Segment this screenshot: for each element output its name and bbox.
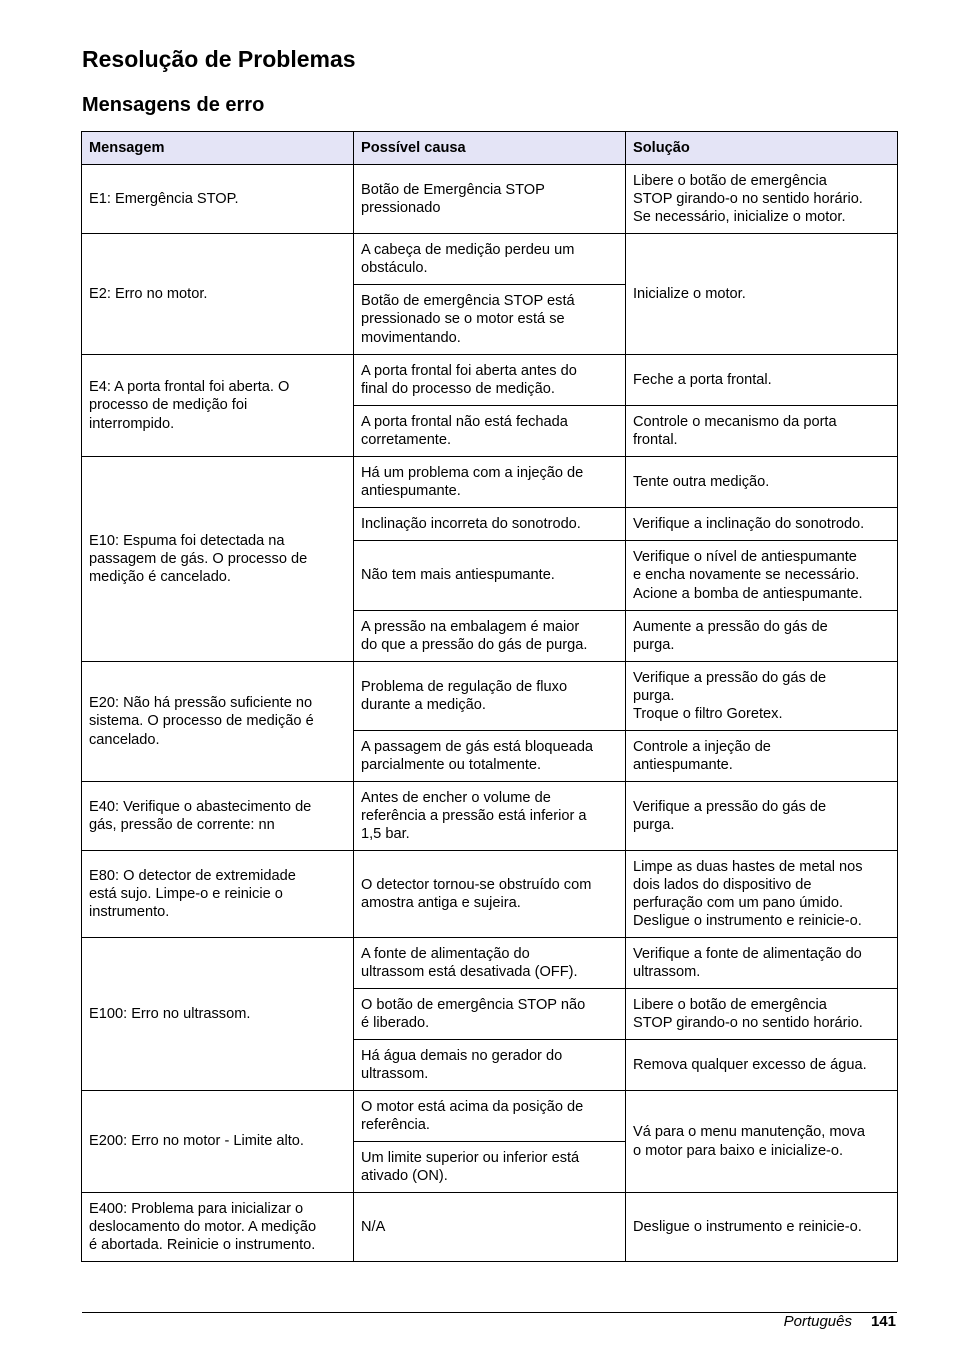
- cause-cell: Problema de regulação de fluxo durante a medição.: [354, 662, 626, 731]
- table-row: [82, 662, 898, 731]
- solution-cell: Limpe as duas hastes de metal nos dois lados do dispositivo de perfuração com um pano úmido. Desligue o instrumento e reinicie-o.: [626, 851, 898, 938]
- table-row: [82, 1193, 898, 1262]
- solution-cell: Feche a porta frontal.: [626, 355, 898, 406]
- header-cause: Possível causa: [354, 132, 626, 165]
- solution-cell: Inicialize o motor.: [626, 234, 898, 355]
- message-cell: E2: Erro no motor.: [82, 234, 354, 355]
- page-number: 141: [870, 1313, 896, 1330]
- solution-cell: Verifique a pressão do gás de purga.: [626, 782, 898, 851]
- cause-cell: Não tem mais antiespumante.: [354, 541, 626, 611]
- section-title: Mensagens de erro: [82, 94, 265, 116]
- cause-cell: Botão de emergência STOP está pressionado se o motor está se movimentando.: [354, 285, 626, 355]
- cause-cell: A passagem de gás está bloqueada parcialmente ou totalmente.: [354, 731, 626, 782]
- table-row: [82, 782, 898, 851]
- cause-cell: O detector tornou-se obstruído com amostra antiga e sujeira.: [354, 851, 626, 938]
- cause-cell: A pressão na embalagem é maior do que a pressão do gás de purga.: [354, 611, 626, 662]
- solution-cell: Verifique o nível de antiespumante e encha novamente se necessário. Acione a bomba de antiespumante.: [626, 541, 898, 611]
- error-messages-table: [81, 131, 898, 1262]
- cause-cell: O motor está acima da posição de referência.: [354, 1091, 626, 1142]
- message-cell: E100: Erro no ultrassom.: [82, 938, 354, 1091]
- table-row: [82, 234, 898, 285]
- table-row: [82, 938, 898, 989]
- footer-divider: [82, 1312, 897, 1313]
- message-cell: E10: Espuma foi detectada na passagem de gás. O processo de medição é cancelado.: [82, 457, 354, 662]
- cause-cell: Há água demais no gerador do ultrassom.: [354, 1040, 626, 1091]
- table-row: [82, 1091, 898, 1142]
- message-cell: E40: Verifique o abastecimento de gás, pressão de corrente: nn: [82, 782, 354, 851]
- cause-cell: Inclinação incorreta do sonotrodo.: [354, 508, 626, 541]
- table-row: [82, 851, 898, 938]
- cause-cell: Um limite superior ou inferior está ativado (ON).: [354, 1142, 626, 1193]
- message-cell: E20: Não há pressão suficiente no sistema. O processo de medição é cancelado.: [82, 662, 354, 782]
- solution-cell: Vá para o menu manutenção, mova o motor para baixo e inicialize-o.: [626, 1091, 898, 1193]
- solution-cell: Controle o mecanismo da porta frontal.: [626, 406, 898, 457]
- solution-cell: Remova qualquer excesso de água.: [626, 1040, 898, 1091]
- solution-cell: Libere o botão de emergência STOP girando-o no sentido horário. Se necessário, inicialize o motor.: [626, 165, 898, 234]
- cause-cell: A porta frontal não está fechada corretamente.: [354, 406, 626, 457]
- message-cell: E80: O detector de extremidade está sujo. Limpe-o e reinicie o instrumento.: [82, 851, 354, 938]
- solution-cell: Controle a injeção de antiespumante.: [626, 731, 898, 782]
- message-cell: E200: Erro no motor - Limite alto.: [82, 1091, 354, 1193]
- solution-cell: Desligue o instrumento e reinicie-o.: [626, 1193, 898, 1262]
- page-title: Resolução de Problemas: [82, 46, 356, 72]
- cause-cell: A porta frontal foi aberta antes do final do processo de medição.: [354, 355, 626, 406]
- solution-cell: Verifique a fonte de alimentação do ultrassom.: [626, 938, 898, 989]
- cause-cell: Botão de Emergência STOP pressionado: [354, 165, 626, 234]
- solution-cell: Verifique a pressão do gás de purga. Troque o filtro Goretex.: [626, 662, 898, 731]
- cause-cell: Antes de encher o volume de referência a pressão está inferior a 1,5 bar.: [354, 782, 626, 851]
- cause-cell: A cabeça de medição perdeu um obstáculo.: [354, 234, 626, 285]
- solution-cell: Tente outra medição.: [626, 457, 898, 508]
- solution-cell: Aumente a pressão do gás de purga.: [626, 611, 898, 662]
- cause-cell: A fonte de alimentação do ultrassom está desativada (OFF).: [354, 938, 626, 989]
- table-header-row: [82, 132, 898, 165]
- message-cell: E4: A porta frontal foi aberta. O processo de medição foi interrompido.: [82, 355, 354, 457]
- header-message: Mensagem: [82, 132, 354, 165]
- table-row: [82, 165, 898, 234]
- header-solution: Solução: [626, 132, 898, 165]
- cause-cell: Há um problema com a injeção de antiespumante.: [354, 457, 626, 508]
- table-row: [82, 457, 898, 508]
- cause-cell: N/A: [354, 1193, 626, 1262]
- message-cell: E400: Problema para inicializar o deslocamento do motor. A medição é abortada. Reinicie o instrumento.: [82, 1193, 354, 1262]
- footer-language: Português: [783, 1313, 852, 1330]
- solution-cell: Libere o botão de emergência STOP girando-o no sentido horário.: [626, 989, 898, 1040]
- table-row: [82, 355, 898, 406]
- solution-cell: Verifique a inclinação do sonotrodo.: [626, 508, 898, 541]
- message-cell: E1: Emergência STOP.: [82, 165, 354, 234]
- cause-cell: O botão de emergência STOP não é liberado.: [354, 989, 626, 1040]
